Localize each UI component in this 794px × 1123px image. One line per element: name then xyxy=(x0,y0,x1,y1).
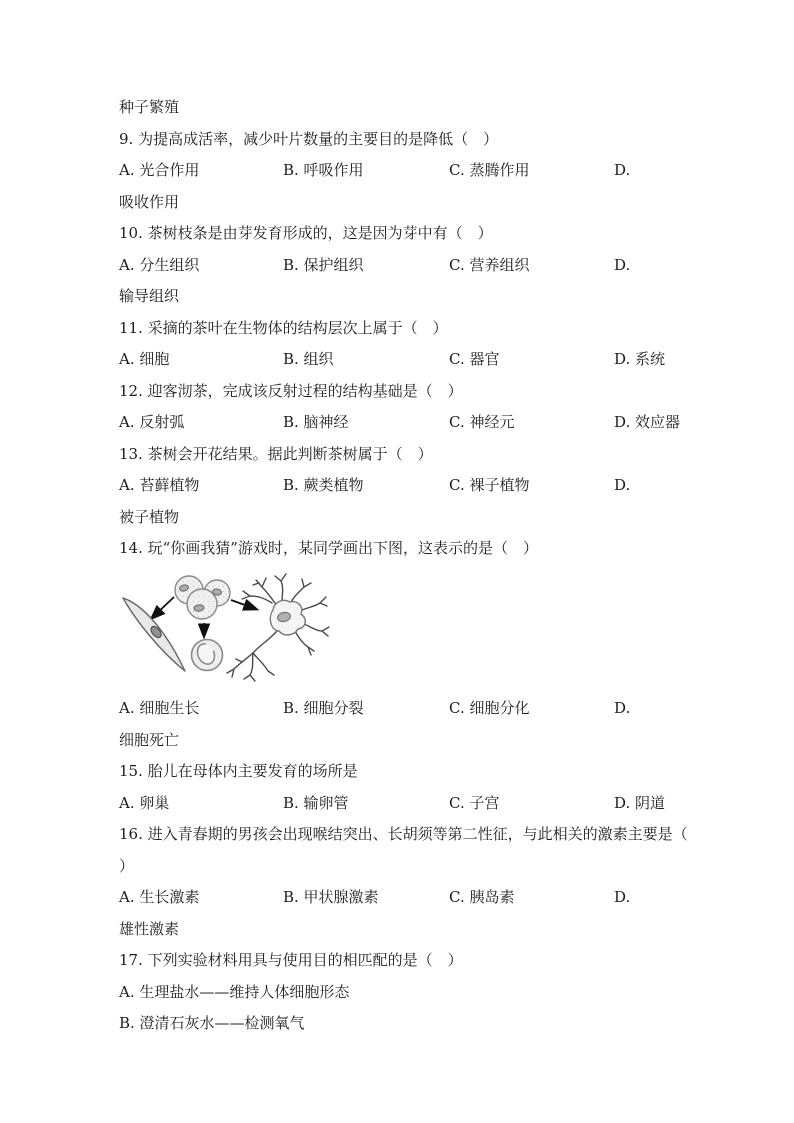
question-10: 10. 茶树枝条是由芽发育形成的，这是因为芽中有（ ） xyxy=(119,224,493,242)
option-d: D. xyxy=(614,161,631,179)
option-a: A. 细胞生长 xyxy=(119,699,200,717)
option-c: C. 营养组织 xyxy=(449,255,530,274)
option-b: B. 细胞分裂 xyxy=(283,699,364,717)
question-15-options xyxy=(119,788,779,820)
option-c: C. 蒸腾作用 xyxy=(449,161,530,179)
option-c: C. 子宫 xyxy=(449,793,500,812)
q10-option-d-continuation: 输导组织 xyxy=(119,287,180,305)
option-d: D. xyxy=(614,888,631,906)
q9-option-d-continuation: 吸收作用 xyxy=(119,192,180,211)
question-17: 17. 下列实验材料用具与使用目的相匹配的是（ ） xyxy=(119,951,463,969)
option-a: A. 分生组织 xyxy=(119,255,200,274)
question-16-wrap: ） xyxy=(119,856,135,875)
option-b: B. 呼吸作用 xyxy=(283,161,364,179)
question-9: 9. 为提高成活率，减少叶片数量的主要目的是降低（ ） xyxy=(119,129,499,148)
question-9-options xyxy=(119,155,779,187)
option-a: A. 细胞 xyxy=(119,350,170,368)
q13-option-d-continuation: 被子植物 xyxy=(119,507,180,526)
muscle-cell-icon xyxy=(123,598,185,671)
option-d: D. xyxy=(614,699,631,717)
question-12: 12. 迎客沏茶，完成该反射过程的结构基础是（ ） xyxy=(119,381,463,400)
exam-questions-list xyxy=(119,92,779,1040)
question-13-options xyxy=(119,470,779,502)
option-b: B. 输卵管 xyxy=(283,793,349,812)
option-d: D. 阴道 xyxy=(614,793,666,812)
option-d: D. xyxy=(614,255,631,274)
nerve-cell-icon xyxy=(227,574,329,681)
option-a: A. 反射弧 xyxy=(119,413,185,431)
option-b: B. 甲状腺激素 xyxy=(283,888,379,906)
cell-differentiation-diagram xyxy=(112,565,347,693)
stem-cell-cluster-icon xyxy=(175,576,230,619)
arrow-to-muscle-cell-icon xyxy=(152,597,174,618)
option-b: B. 组织 xyxy=(283,350,334,368)
option-d: D. xyxy=(614,476,631,494)
option-a: A. 苔藓植物 xyxy=(119,476,200,494)
question-14: 14. 玩“你画我猜”游戏时，某同学画出下图，这表示的是（ ） xyxy=(119,539,538,557)
option-a: A. 生长激素 xyxy=(119,888,200,906)
red-blood-cell-icon xyxy=(192,639,223,670)
option-c: C. 神经元 xyxy=(449,413,515,431)
arrow-to-nerve-cell-icon xyxy=(231,600,256,609)
option-a: A. 卵巢 xyxy=(119,793,170,812)
option-a: A. 光合作用 xyxy=(119,161,200,179)
question-12-options xyxy=(119,407,779,439)
question-16: 16. 进入青春期的男孩会出现喉结突出、长胡须等第二性征，与此相关的激素主要是（ xyxy=(119,825,688,843)
q14-option-d-continuation: 细胞死亡 xyxy=(119,730,180,749)
question-13: 13. 茶树会开花结果。据此判断茶树属于（ ） xyxy=(119,444,433,463)
question-14-figure xyxy=(119,565,779,694)
option-c: C. 胰岛素 xyxy=(449,888,515,906)
option-b: B. 保护组织 xyxy=(283,255,364,274)
option-c: C. 细胞分化 xyxy=(449,699,530,717)
q16-option-d-continuation: 雄性激素 xyxy=(119,919,180,938)
question-15: 15. 胎儿在母体内主要发育的场所是 xyxy=(119,762,358,780)
option-c: C. 器官 xyxy=(449,350,500,368)
question-17-option-b: B. 澄清石灰水——检测氧气 xyxy=(119,1014,305,1032)
option-d: D. 系统 xyxy=(614,350,666,368)
option-c: C. 裸子植物 xyxy=(449,476,530,494)
option-b: B. 脑神经 xyxy=(283,413,349,431)
question-16-options xyxy=(119,882,779,914)
question-10-options xyxy=(119,250,779,282)
option-d: D. 效应器 xyxy=(614,413,681,431)
question-14-options xyxy=(119,693,779,725)
q8-option-d-continuation: 种子繁殖 xyxy=(119,98,180,116)
option-b: B. 蕨类植物 xyxy=(283,476,364,494)
question-11: 11. 采摘的茶叶在生物体的结构层次上属于（ ） xyxy=(119,318,448,337)
question-17-option-a: A. 生理盐水——维持人体细胞形态 xyxy=(119,982,350,1001)
question-11-options xyxy=(119,344,779,376)
